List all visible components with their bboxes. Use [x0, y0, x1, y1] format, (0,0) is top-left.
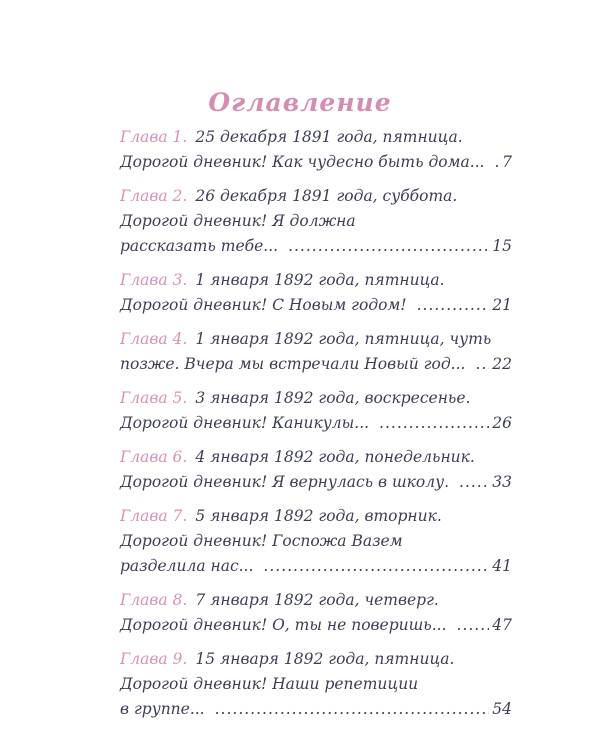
- dot-leader: [475, 355, 489, 373]
- page-number: 41: [492, 557, 512, 575]
- chapter-date: 3 января 1892 года, воскресенье.: [195, 389, 471, 407]
- chapter-subtitle: Дорогой дневник! Наши репетиции: [120, 675, 419, 693]
- chapter-subtitle: Дорогой дневник! Я должна: [120, 212, 356, 230]
- chapter-date: 25 декабря 1891 года, пятница.: [195, 128, 463, 146]
- chapter-subtitle: позже. Вчера мы встречали Новый год...: [120, 355, 466, 373]
- chapter-subtitle: Дорогой дневник! Я вернулась в школу.: [120, 473, 450, 491]
- chapter-subtitle: разделила нас...: [120, 557, 254, 575]
- toc-entry-heading: [120, 650, 512, 675]
- page-number: 15: [492, 237, 512, 255]
- toc-entry-subtitle-line: [120, 700, 512, 725]
- chapter-subtitle: Дорогой дневник! О, ты не поверишь...: [120, 616, 447, 634]
- toc-entry-heading: [120, 187, 512, 212]
- toc-entry[interactable]: [120, 507, 512, 582]
- chapter-subtitle: Дорогой дневник! С Новым годом!: [120, 296, 407, 314]
- toc-entry-subtitle-line: [120, 237, 512, 262]
- page-title: Оглавление: [208, 88, 392, 117]
- toc-entry[interactable]: [120, 187, 512, 262]
- chapter-label: Глава 1.: [120, 128, 188, 146]
- toc-entry[interactable]: [120, 330, 512, 380]
- toc-entry-heading: [120, 389, 512, 414]
- dot-leader: [417, 296, 490, 314]
- dot-leader: [215, 700, 490, 718]
- dot-leader: [494, 153, 499, 171]
- toc-entry-heading: [120, 271, 512, 296]
- toc-entry-heading: [120, 591, 512, 616]
- chapter-date: 7 января 1892 года, четверг.: [195, 591, 439, 609]
- toc-entry-subtitle-line: [120, 532, 512, 557]
- toc-entry[interactable]: [120, 389, 512, 439]
- page-number: 21: [492, 296, 512, 314]
- toc-entry-subtitle-line: [120, 675, 512, 700]
- chapter-label: Глава 9.: [120, 650, 188, 668]
- chapter-subtitle: Дорогой дневник! Госпожа Вазем: [120, 532, 403, 550]
- toc-entry-subtitle-line: [120, 296, 512, 321]
- dot-leader: [457, 616, 490, 634]
- page-number: 47: [492, 616, 512, 634]
- page-number: 54: [492, 700, 512, 718]
- chapter-label: Глава 4.: [120, 330, 188, 348]
- dot-leader: [379, 414, 489, 432]
- chapter-label: Глава 3.: [120, 271, 188, 289]
- toc-entry[interactable]: [120, 650, 512, 725]
- toc-entry-heading: [120, 507, 512, 532]
- toc-entry-heading: [120, 448, 512, 473]
- toc-entry-subtitle-line: [120, 616, 512, 641]
- chapter-label: Глава 5.: [120, 389, 188, 407]
- table-of-contents: [120, 128, 512, 734]
- chapter-subtitle: рассказать тебе...: [120, 237, 279, 255]
- toc-entry-subtitle-line: [120, 153, 512, 178]
- dot-leader: [263, 557, 489, 575]
- page-number: 22: [492, 355, 512, 373]
- chapter-subtitle: Дорогой дневник! Каникулы...: [120, 414, 370, 432]
- dot-leader: [459, 473, 489, 491]
- chapter-label: Глава 8.: [120, 591, 188, 609]
- chapter-label: Глава 6.: [120, 448, 188, 466]
- chapter-date: 5 января 1892 года, вторник.: [195, 507, 442, 525]
- chapter-subtitle: в группе...: [120, 700, 205, 718]
- page-number: 26: [492, 414, 512, 432]
- toc-entry[interactable]: [120, 271, 512, 321]
- chapter-subtitle: Дорогой дневник! Как чудесно быть дома...: [120, 153, 485, 171]
- chapter-label: Глава 7.: [120, 507, 188, 525]
- toc-entry-subtitle-line: [120, 355, 512, 380]
- toc-entry-subtitle-line: [120, 212, 512, 237]
- page-number: 33: [492, 473, 512, 491]
- chapter-date: 1 января 1892 года, пятница, чуть: [195, 330, 492, 348]
- dot-leader: [288, 237, 489, 255]
- toc-entry[interactable]: [120, 591, 512, 641]
- toc-entry[interactable]: [120, 128, 512, 178]
- chapter-date: 15 января 1892 года, пятница.: [195, 650, 455, 668]
- toc-entry-heading: [120, 128, 512, 153]
- toc-entry-subtitle-line: [120, 473, 512, 498]
- chapter-date: 26 декабря 1891 года, суббота.: [195, 187, 458, 205]
- page-number: 7: [502, 153, 512, 171]
- toc-entry-heading: [120, 330, 512, 355]
- chapter-date: 1 января 1892 года, пятница.: [195, 271, 445, 289]
- toc-entry-subtitle-line: [120, 414, 512, 439]
- toc-entry-subtitle-line: [120, 557, 512, 582]
- chapter-label: Глава 2.: [120, 187, 188, 205]
- chapter-date: 4 января 1892 года, понедельник.: [195, 448, 475, 466]
- toc-entry[interactable]: [120, 448, 512, 498]
